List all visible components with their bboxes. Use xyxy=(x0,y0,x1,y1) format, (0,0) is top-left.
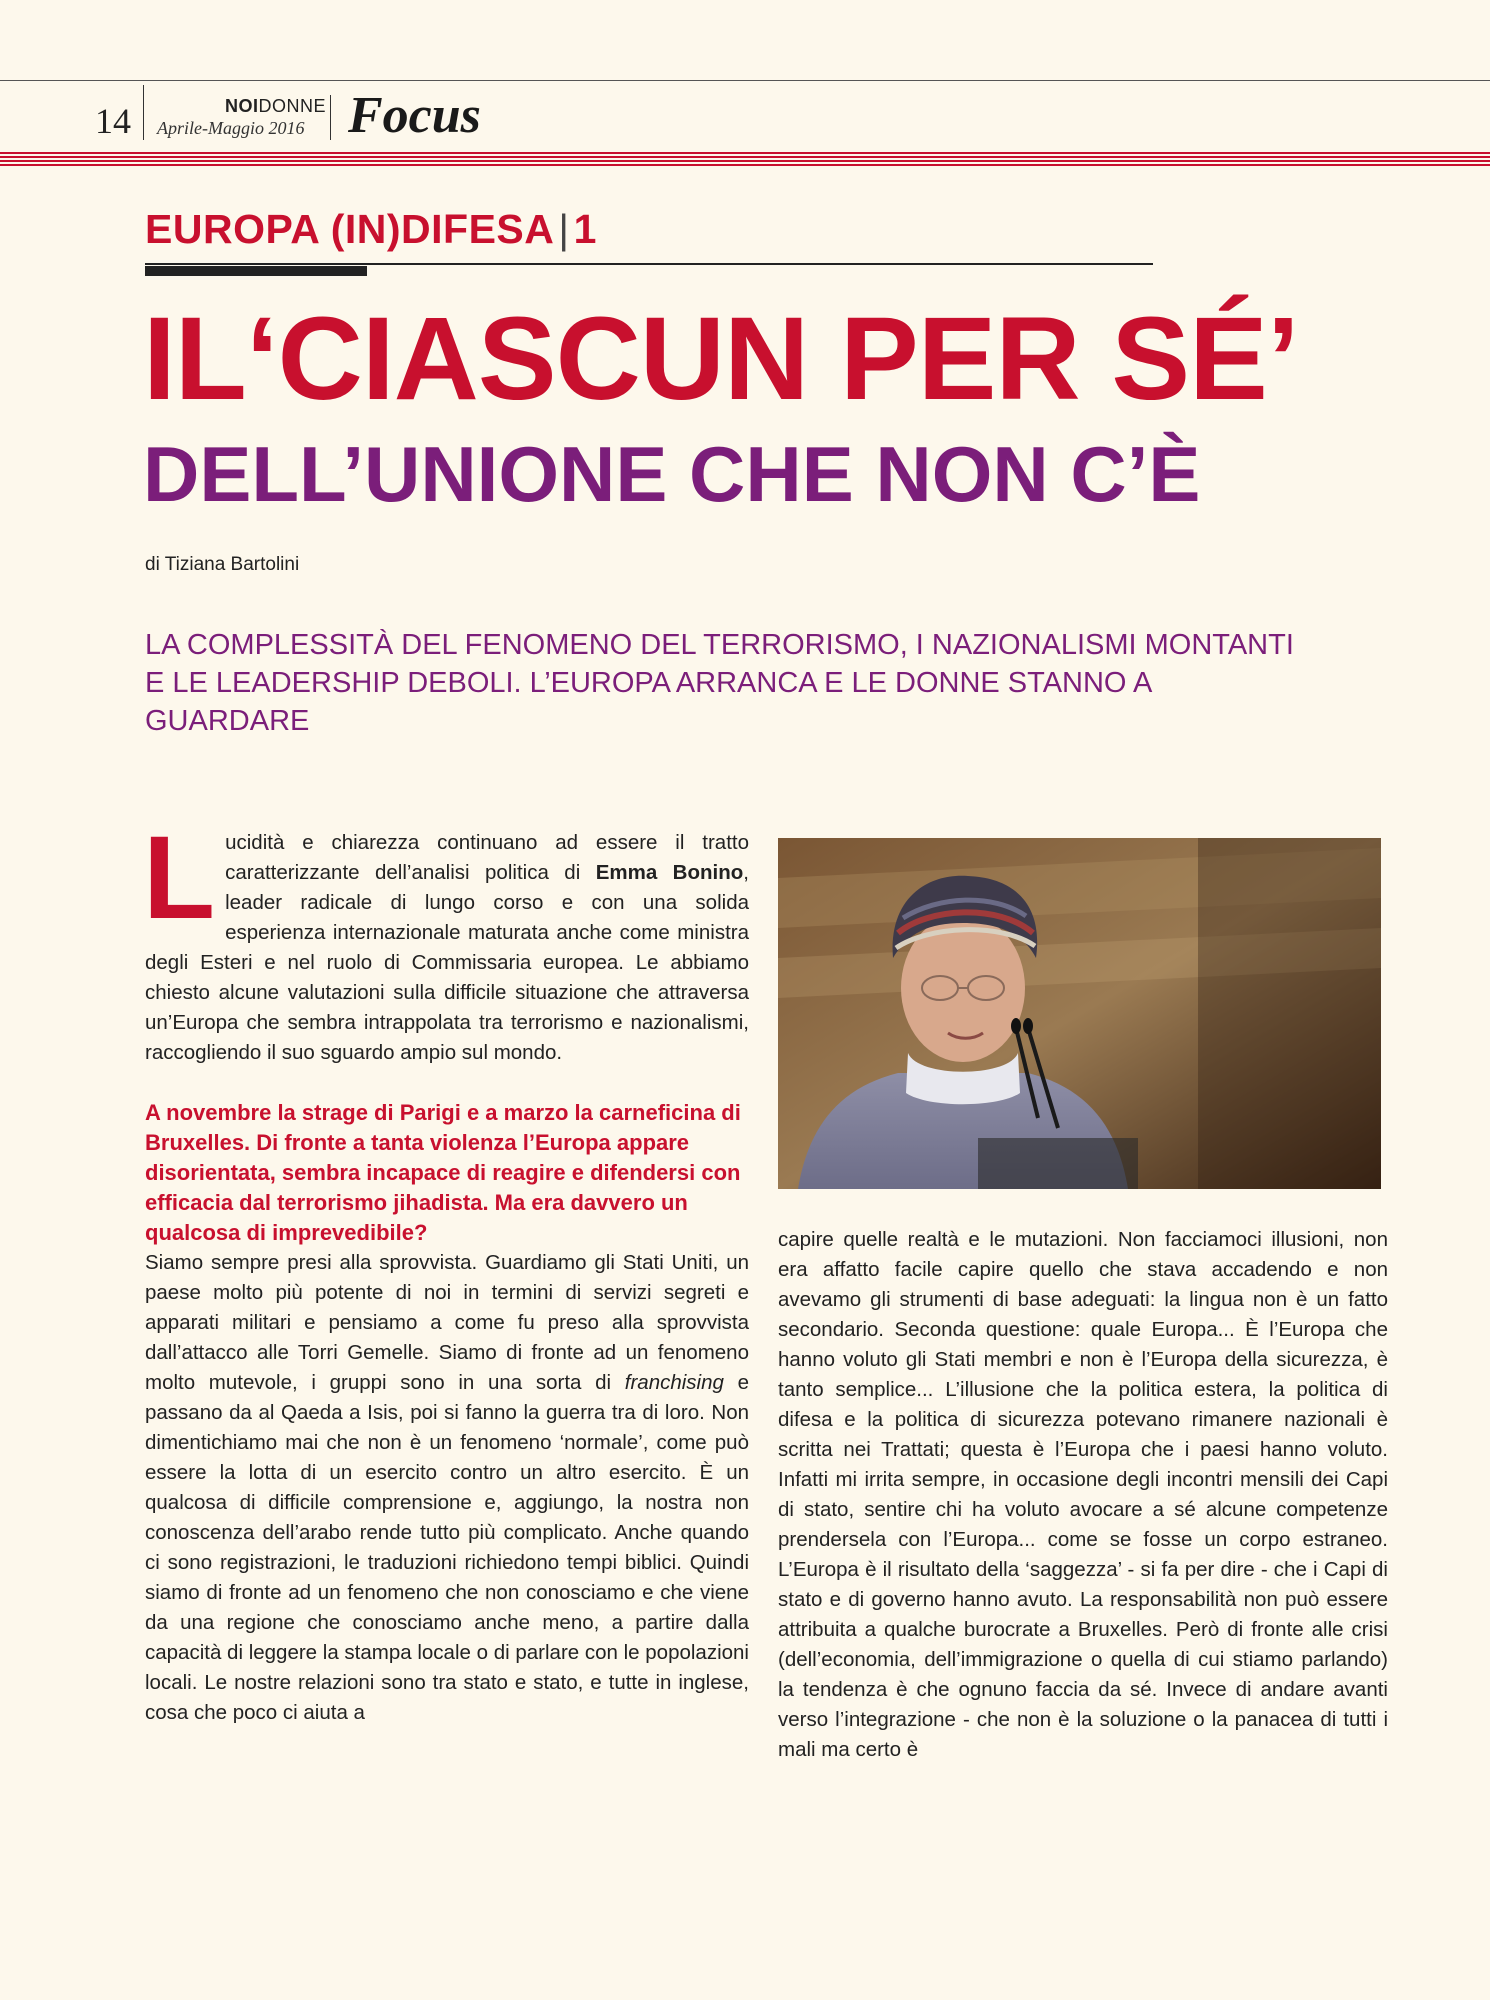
magazine-logo-bold: NOI xyxy=(225,96,259,116)
intro-text-2: , leader radicale di lungo corso e con una solida esperienza internazionale maturata anche come ministra degli Esteri e nel ruolo di Commissaria europea. Le abbiamo chiesto alcune valutazioni sulla difficile situazione che attraversa un’Europa che sembra intrappolata tra terrorismo e nazionalismi, raccogliendo il suo sguardo ampio sul mondo. xyxy=(145,861,749,1064)
kicker-separator: | xyxy=(558,206,570,252)
interview-question: A novembre la strage di Parigi e a marzo la carneficina di Bruxelles. Di fronte a tanta violenza l’Europa appare disorientata, sembra incapace di reagire e difendersi con efficacia dal terrorismo jihadista. Ma era davvero un qualcosa di imprevedibile? xyxy=(145,1100,741,1245)
interviewee-name: Emma Bonino xyxy=(595,861,744,884)
answer-text-1: Siamo sempre presi alla sprovvista. Guardiamo gli Stati Uniti, un paese molto più potente di noi in termini di servizi segreti e apparati militari e pensiamo a come fu preso alla sprovvista dall’attacco alle Torri Gemelle. Siamo di fronte ad un fenomeno molto mutevole, i gruppi sono in una sorta di xyxy=(145,1251,749,1394)
header-divider-2 xyxy=(330,95,331,140)
page-number: 14 xyxy=(95,101,131,141)
headline-line-1: IL‘CIASCUN PER SÉ’ xyxy=(143,293,1299,425)
answer-text-2: e passano da al Qaeda a Isis, poi si fanno la guerra tra di loro. Non dimentichiamo mai che non è un fenomeno ‘normale’, come può essere la lotta di un esercito contro un altro esercito. È un qualcosa di difficile comprensione e, aggiungo, la nostra non conoscenza dell’arabo rende tutto più complicato. Anche quando ci sono registrazioni, le traduzioni richiedono tempi biblici. Quindi siamo di fronte ad un fenomeno che non conosciamo e che viene da una regione che conosciamo anche meno, a partire dalla capacità di leggere la stampa locale o di parlare con le popolazioni locali. Le nostre relazioni sono tra stato e stato, e tutte in inglese, cosa che poco ci aiuta a xyxy=(145,1371,749,1724)
magazine-logo-thin: DONNE xyxy=(258,96,327,116)
kicker-rule-accent xyxy=(145,266,367,276)
kicker-rule xyxy=(145,263,1153,265)
intro-paragraph xyxy=(143,812,749,1068)
header-top-rule xyxy=(0,80,1490,81)
portrait-illustration xyxy=(778,838,1381,1189)
article-photo xyxy=(778,838,1381,1189)
answer-italic-term: franchising xyxy=(624,1371,724,1394)
header-red-stripe xyxy=(0,152,1490,166)
interview-answer xyxy=(145,1248,749,1728)
header-divider xyxy=(143,85,144,140)
intro-text-1: ucidità e chiarezza continuano ad essere il tratto caratterizzante dell’analisi politica di xyxy=(225,831,749,884)
headline-line-2: DELL’UNIONE CHE NON C’È xyxy=(143,430,1201,518)
article-column-1 xyxy=(143,812,749,1728)
issue-date: Aprile-Maggio 2016 xyxy=(157,118,305,138)
article-deck: LA COMPLESSITÀ DEL FENOMENO DEL TERRORISMO, I NAZIONALISMI MONTANTI E LE LEADERSHIP DEBOLI. L’EUROPA ARRANCA E LE DONNE STANNO A GUARDARE xyxy=(145,629,1294,737)
byline: di Tiziana Bartolini xyxy=(145,554,300,575)
magazine-logo xyxy=(225,96,326,117)
article-kicker xyxy=(145,206,597,253)
kicker-text: EUROPA (IN)DIFESA xyxy=(145,206,555,252)
answer-continuation: capire quelle realtà e le mutazioni. Non facciamoci illusioni, non era affatto facile capire quello che stava accadendo e non avevamo gli strumenti di base adeguati: la lingua non è un fatto secondario. Seconda questione: quale Europa... È l’Europa che hanno voluto gli Stati membri e non è l’Europa della sicurezza, è tanto semplice... L’illusione che la politica estera, la politica di difesa e la politica di sicurezza potevano rimanere nazionali è scritta nei Trattati; questa è l’Europa che i paesi hanno voluto. Infatti mi irrita sempre, in occasione degli incontri mensili dei Capi di stato, sentire chi ha voluto avocare a sé alcune competenze prendersela con l’Europa... come se fosse un corpo estraneo. L’Europa è il risultato della ‘saggezza’ - si fa per dire - che i Capi di stato e di governo hanno avuto. La responsabilità non può essere attribuita a qualche burocrate a Bruxelles. Però di fronte alle crisi (dell’economia, dell’immigrazione o quella di cui stiamo parlando) la tendenza è che ognuno faccia da sé. Invece di andare avanti verso l’integrazione - che non è la soluzione o la panacea di tutti i mali ma certo è xyxy=(778,1228,1388,1761)
article-column-2 xyxy=(778,1225,1388,1765)
section-title: Focus xyxy=(348,87,481,144)
drop-cap: L xyxy=(143,812,216,944)
kicker-number: 1 xyxy=(573,206,597,252)
